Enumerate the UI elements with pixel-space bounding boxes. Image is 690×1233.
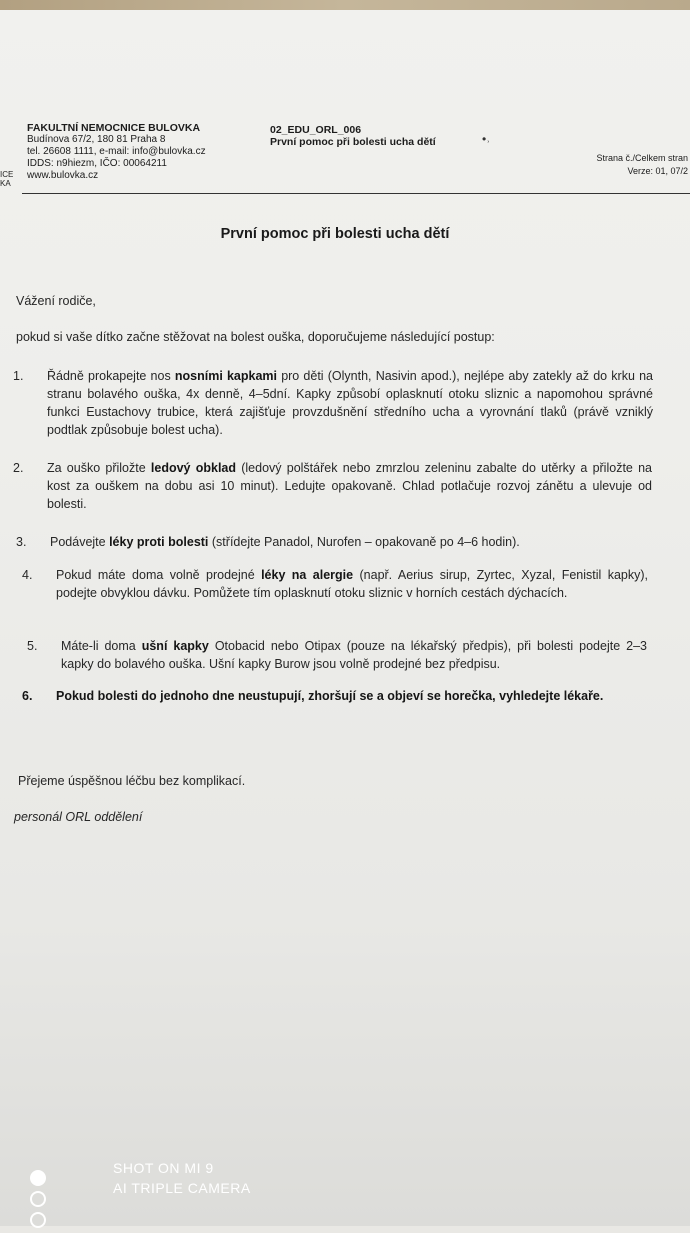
list-item: 5. Máte-li doma ušní kapky Otobacid nebo Otipax (pouze na lékařský předpis), při bolesti podejte 2–3 kapky do bolavého ouška. Ušní kapky Burow jsou volně prodejné bez předpisu. — [27, 639, 647, 671]
page-info: Strana č./Celkem stran — [596, 153, 688, 163]
hospital-name: FAKULTNÍ NEMOCNICE BULOVKA — [27, 122, 201, 134]
hospital-address: Budínova 67/2, 180 81 Praha 8 — [27, 134, 166, 145]
hospital-ids: IDDS: n9hiezm, IČO: 00064211 — [27, 158, 167, 169]
item-number: 3. — [16, 535, 27, 549]
list-item: 1. Řádně prokapejte nos nosními kapkami pro děti (Olynth, Nasivin apod.), nejlépe aby zatekly až do krku na stranu bolavého ouška, 4x denně, 4–5dní. Kapky způsobí oplasknutí otoku sliznic a napomohou správné funkci Eustachovy trubice, která zajišťuje provzdušnění středního ucha a vyrovnání tlaků (právě vzniklý podtlak způsobuje bolest ucha). — [13, 369, 653, 437]
watermark-line1: SHOT ON MI 9 — [113, 1160, 214, 1176]
letterhead-doc — [270, 124, 490, 148]
list-item: 2. Za ouško přiložte ledový obklad (ledový polštářek nebo zmrzlou zeleninu zabalte do utěrky a přiložte na kost za ouškem na dobu asi 10 minut). Ledujte opakovaně. Chlad potlačuje rozvoj zánětu a ulevuje od bolesti. — [13, 461, 652, 511]
item-number: 2. — [13, 461, 24, 475]
doc-header-title: První pomoc při bolesti ucha dětí — [270, 136, 436, 148]
list-item: 4. Pokud máte doma volně prodejné léky na alergie (např. Aerius sirup, Zyrtec, Xyzal, Fenistil kapky), podejte obvyklou dávku. Pomůžete tím oplasknutí otoku sliznic v horních cestách dýchacích. — [22, 568, 648, 600]
closing-text: Přejeme úspěšnou léčbu bez komplikací. — [18, 774, 246, 788]
watermark-line2: AI TRIPLE CAMERA — [113, 1180, 251, 1196]
list-item: 3. Podávejte léky proti bolesti (střídejte Panadol, Nurofen – opakovaně po 4–6 hodin). — [16, 535, 520, 549]
background-table-edge — [0, 0, 690, 10]
doc-code: 02_EDU_ORL_006 — [270, 124, 362, 136]
greeting: Vážení rodiče, — [16, 294, 96, 308]
list-item: 6. Pokud bolesti do jednoho dne neustupují, zhoršují se a objeví se horečka, vyhledejte lékaře. — [22, 689, 604, 703]
version-info: Verze: 01, 07/2 — [627, 166, 688, 176]
letterhead-left — [27, 122, 267, 182]
hospital-contact: tel. 26608 1111, e-mail: info@bulovka.cz — [27, 146, 206, 157]
hospital-web: www.bulovka.cz — [27, 170, 99, 181]
intro-text: pokud si vaše dítko začne stěžovat na bolest ouška, doporučujeme následující postup: — [16, 330, 495, 344]
header-rule — [22, 193, 690, 194]
camera-logo-icon — [30, 1170, 50, 1233]
item-number: 4. — [22, 568, 33, 582]
item-number: 5. — [27, 639, 38, 653]
signature: personál ORL oddělení — [14, 810, 143, 824]
margin-text: ICE KA — [0, 170, 14, 188]
document-title: První pomoc při bolesti ucha dětí — [220, 226, 450, 242]
item-number: 1. — [13, 369, 24, 383]
letterhead-right — [596, 152, 688, 178]
item-number: 6. — [22, 689, 33, 703]
pen-mark: •˒ — [482, 132, 491, 146]
